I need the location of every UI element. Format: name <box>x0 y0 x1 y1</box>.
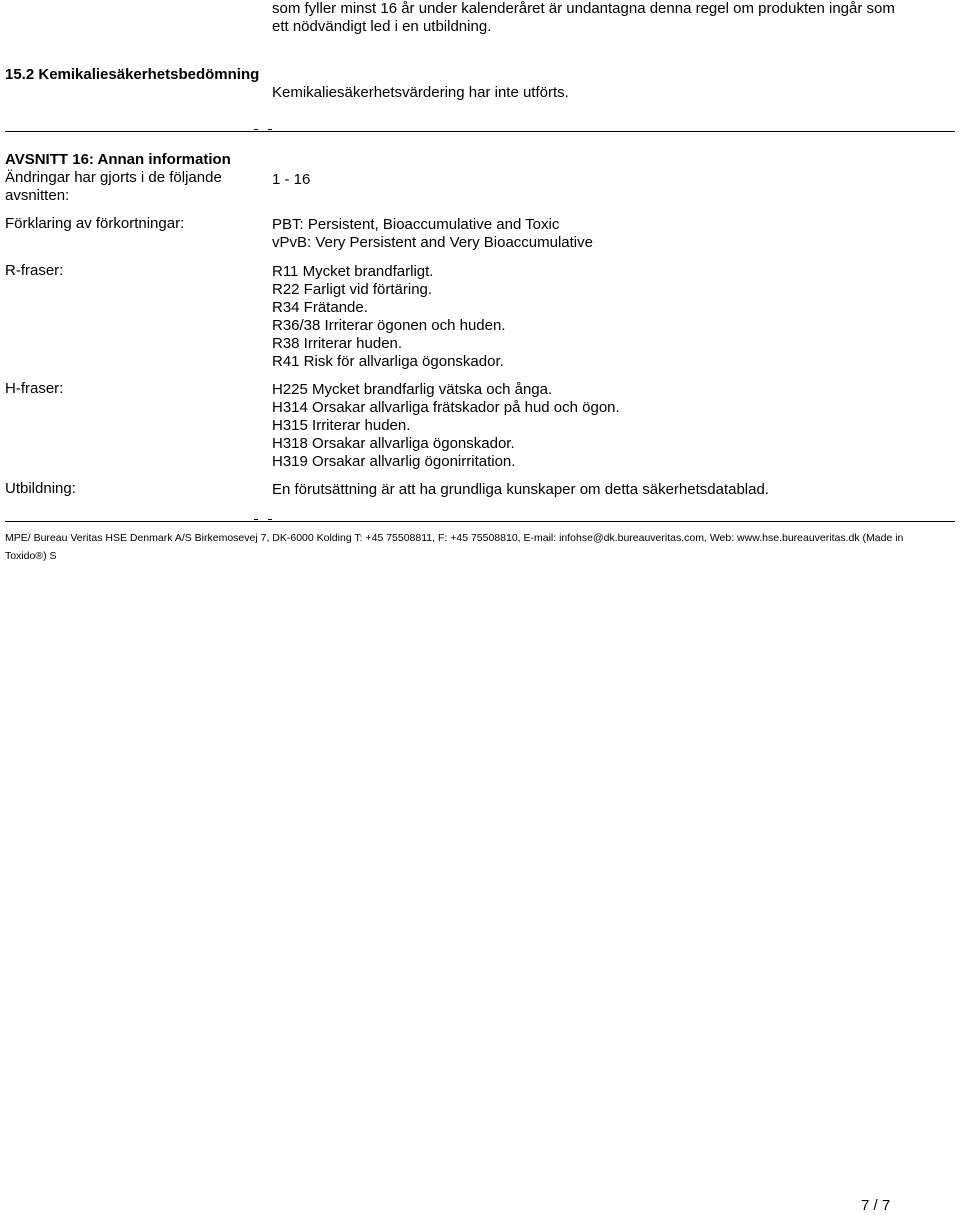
abbreviations-list <box>272 216 593 252</box>
changes-label-line-1: Ändringar har gjorts i de följande <box>5 169 222 186</box>
r-phrase-line: R22 Farligt vid förtäring. <box>272 281 433 298</box>
footer-line-1: MPE/ Bureau Veritas HSE Denmark A/S Birkemosevej 7, DK-6000 Kolding T: +45 75508811, F: +45 75508810, E-mail: infohse@dk.bureauveritas.com, Web: www.hse.bureauveritas.dk (Made in <box>5 532 904 544</box>
h-phrase-line: H318 Orsakar allvarliga ögonskador. <box>272 435 515 452</box>
r-phrase-line: R36/38 Irriterar ögonen och huden. <box>272 317 506 334</box>
h-phrase-line: H225 Mycket brandfarlig vätska och ånga. <box>272 381 553 398</box>
r-phrases-list <box>272 263 506 371</box>
h-phrase-line: H315 Irriterar huden. <box>272 417 411 434</box>
h-phrases-label: H-fraser: <box>5 380 64 397</box>
r-phrases-label: R-fraser: <box>5 262 64 279</box>
divider-tick <box>254 519 258 520</box>
h-phrase-line: H319 Orsakar allvarlig ögonirritation. <box>272 453 516 470</box>
abbreviation-line: vPvB: Very Persistent and Very Bioaccumulative <box>272 234 593 251</box>
section-15-2-heading: 15.2 Kemikaliesäkerhetsbedömning <box>5 66 260 83</box>
page-number: 7 / 7 <box>861 1197 891 1214</box>
top-text-line-2: ett nödvändigt led i en utbildning. <box>272 18 492 35</box>
footer-divider <box>5 521 955 522</box>
divider-tick <box>268 129 272 130</box>
abbreviation-line: PBT: Persistent, Bioaccumulative and Toxic <box>272 216 560 233</box>
divider-tick <box>254 129 258 130</box>
h-phrase-line: H314 Orsakar allvarliga frätskador på hud och ögon. <box>272 399 620 416</box>
abbreviations-label: Förklaring av förkortningar: <box>5 215 185 232</box>
section-15-2-text: Kemikaliesäkerhetsvärdering har inte utförts. <box>272 84 569 101</box>
r-phrase-line: R34 Frätande. <box>272 299 368 316</box>
training-label: Utbildning: <box>5 480 76 497</box>
section-16-heading: AVSNITT 16: Annan information <box>5 151 231 168</box>
divider-tick <box>268 519 272 520</box>
h-phrases-list <box>272 381 620 471</box>
r-phrase-line: R41 Risk för allvarliga ögonskador. <box>272 353 504 370</box>
section-divider <box>5 131 955 132</box>
changes-value: 1 - 16 <box>272 171 311 188</box>
training-value: En förutsättning är att ha grundliga kunskaper om detta säkerhetsdatablad. <box>272 481 769 498</box>
r-phrase-line: R11 Mycket brandfarligt. <box>272 263 434 280</box>
changes-label-line-2: avsnitten: <box>5 187 70 204</box>
r-phrase-line: R38 Irriterar huden. <box>272 335 403 352</box>
footer-line-2: Toxido®) S <box>5 550 57 562</box>
top-text-line-1: som fyller minst 16 år under kalenderåret är undantagna denna regel om produkten ingår som <box>272 0 895 17</box>
